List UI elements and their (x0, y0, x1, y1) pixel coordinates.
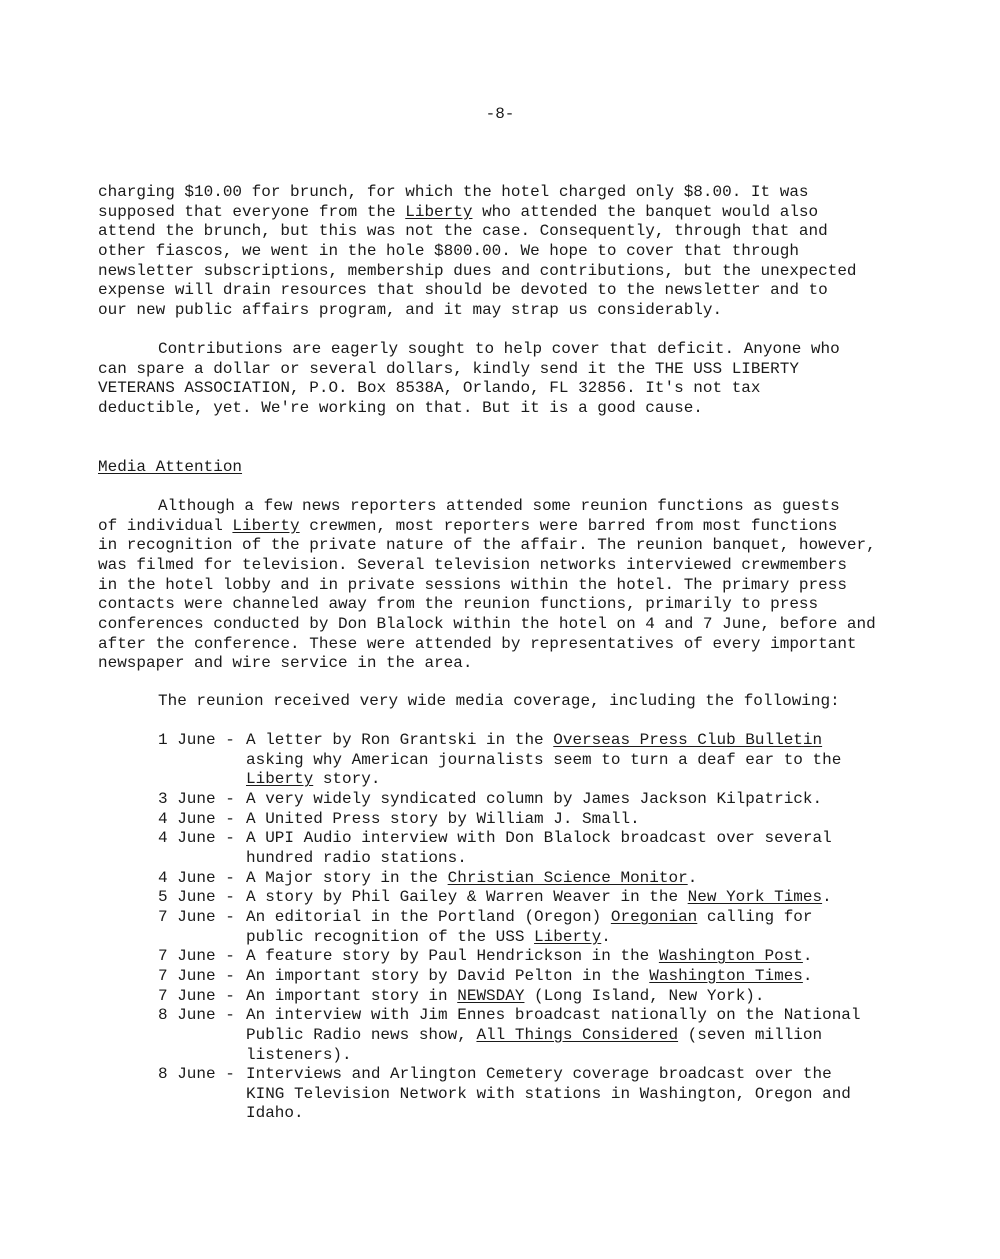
text-line: Although a few news reporters attended some reunion functions as guests (158, 497, 840, 515)
item-text-line: A UPI Audio interview with Don Blalock broadcast over several (246, 829, 832, 848)
coverage-intro-text: The reunion received very wide media coverage, including the following: (158, 692, 840, 710)
item-text (246, 829, 832, 868)
list-item (158, 790, 948, 810)
text-line: deductible, yet. We're working on that. But it is a good cause. (98, 398, 703, 417)
text-line: attend the brunch, but this was not the case. Consequently, through that and (98, 222, 828, 241)
item-date: 8 June - (158, 1065, 235, 1084)
text-line: VETERANS ASSOCIATION, P.O. Box 8538A, Orlando, FL 32856. It's not tax (98, 379, 761, 398)
text-line: newspaper and wire service in the area. (98, 654, 473, 673)
item-date: 1 June - (158, 731, 235, 749)
item-text-line: public recognition of the USS Liberty. (246, 927, 611, 946)
item-text-line: listeners). (246, 1045, 352, 1064)
text-line: conferences conducted by Don Blalock within the hotel on 4 and 7 June, before and (98, 614, 876, 633)
text-line: newsletter subscriptions, membership dues and contributions, but the unexpected (98, 261, 857, 280)
list-item (158, 1006, 948, 1065)
item-text-line: An important story in NEWSDAY (Long Island, New York). (246, 986, 765, 1005)
underlined-title: Christian Science Monitor (447, 868, 688, 887)
list-item (158, 967, 948, 987)
paragraph-brunch-deficit (98, 183, 948, 321)
text-line: other fiascos, we went in the hole $800.00. We hope to cover that through (98, 241, 799, 260)
paragraph-coverage-intro (98, 692, 948, 712)
item-text (246, 967, 813, 987)
underlined-title: Washington Times (649, 966, 803, 985)
list-item (158, 888, 948, 908)
item-text (246, 888, 832, 908)
underlined-title: New York Times (687, 888, 823, 907)
item-text (246, 1065, 851, 1124)
text-line: in recognition of the private nature of the affair. The reunion banquet, however, (98, 536, 876, 555)
underlined-title: Liberty (405, 202, 473, 221)
underlined-title: Overseas Press Club Bulletin (553, 731, 823, 749)
list-item (158, 947, 948, 967)
item-text (246, 987, 765, 1007)
underlined-title: Liberty (246, 770, 314, 789)
text-line: our new public affairs program, and it may strap us considerably. (98, 300, 723, 319)
item-text-line: Idaho. (246, 1104, 304, 1123)
text-line: expense will drain resources that should be devoted to the newsletter and to (98, 281, 828, 300)
list-item (158, 731, 948, 790)
item-text-line: An interview with Jim Ennes broadcast nationally on the National (246, 1006, 861, 1025)
item-text (246, 1006, 861, 1065)
text-line: was filmed for television. Several television networks interviewed crewmembers (98, 555, 847, 574)
item-text-line: KING Television Network with stations in Washington, Oregon and (246, 1084, 851, 1103)
paragraph-media-attention (98, 497, 948, 674)
item-text-line: A feature story by Paul Hendrickson in the Washington Post. (246, 947, 813, 966)
item-text-line: A Major story in the Christian Science Monitor. (246, 868, 698, 887)
item-date: 3 June - (158, 789, 235, 808)
text-line: charging $10.00 for brunch, for which the hotel charged only $8.00. It was (98, 183, 809, 201)
item-text-line: asking why American journalists seem to turn a deaf ear to the (246, 750, 842, 769)
media-coverage-list (158, 731, 948, 1124)
underlined-title: Liberty (232, 516, 300, 535)
item-text-line: A United Press story by William J. Small. (246, 809, 640, 828)
section-heading (98, 458, 242, 478)
item-date: 4 June - (158, 829, 235, 848)
page-number: -8- (485, 105, 515, 123)
item-text-line: Liberty story. (246, 770, 381, 789)
item-text-line: Public Radio news show, All Things Considered (seven million (246, 1025, 823, 1044)
item-text-line: A letter by Ron Grantski in the Overseas Press Club Bulletin (246, 731, 823, 749)
item-date: 7 June - (158, 947, 235, 966)
list-item (158, 869, 948, 889)
list-item (158, 987, 948, 1007)
item-text (246, 731, 841, 790)
item-text (246, 947, 813, 967)
item-date: 7 June - (158, 986, 235, 1005)
underlined-title: Washington Post (658, 947, 803, 966)
text-line: supposed that everyone from the Liberty who attended the banquet would also (98, 202, 819, 221)
item-text (246, 810, 640, 830)
item-text-line: An editorial in the Portland (Oregon) Oregonian calling for (246, 907, 813, 926)
text-line: contacts were channeled away from the reunion functions, primarily to press (98, 595, 819, 614)
underlined-title: NEWSDAY (457, 986, 525, 1005)
item-text-line: Interviews and Arlington Cemetery coverage broadcast over the (246, 1065, 832, 1084)
item-text-line: A very widely syndicated column by James Jackson Kilpatrick. (246, 789, 823, 808)
text-line: in the hotel lobby and in private sessions within the hotel. The primary press (98, 575, 847, 594)
list-item (158, 908, 948, 947)
section-heading-text: Media Attention (98, 458, 243, 476)
text-line: can spare a dollar or several dollars, kindly send it the THE USS LIBERTY (98, 359, 799, 378)
list-item (158, 1065, 948, 1124)
item-date: 4 June - (158, 809, 235, 828)
text-line: of individual Liberty crewmen, most reporters were barred from most functions (98, 516, 838, 535)
item-text-line: An important story by David Pelton in the Washington Times. (246, 966, 813, 985)
item-text-line: A story by Phil Gailey & Warren Weaver in the New York Times. (246, 888, 832, 907)
item-text (246, 790, 822, 810)
item-text-line: hundred radio stations. (246, 848, 467, 867)
item-date: 4 June - (158, 868, 235, 887)
item-date: 8 June - (158, 1006, 235, 1025)
list-item (158, 829, 948, 868)
item-date: 7 June - (158, 966, 235, 985)
item-date: 7 June - (158, 907, 235, 926)
text-line: after the conference. These were attended by representatives of every important (98, 634, 857, 653)
item-text (246, 869, 697, 889)
text-line: Contributions are eagerly sought to help cover that deficit. Anyone who (158, 340, 840, 358)
item-date: 5 June - (158, 888, 235, 907)
underlined-title: Oregonian (610, 907, 698, 926)
list-item (158, 810, 948, 830)
item-text (246, 908, 813, 947)
underlined-title: Liberty (534, 927, 602, 946)
underlined-title: All Things Considered (476, 1025, 679, 1044)
paragraph-contributions (98, 340, 948, 419)
